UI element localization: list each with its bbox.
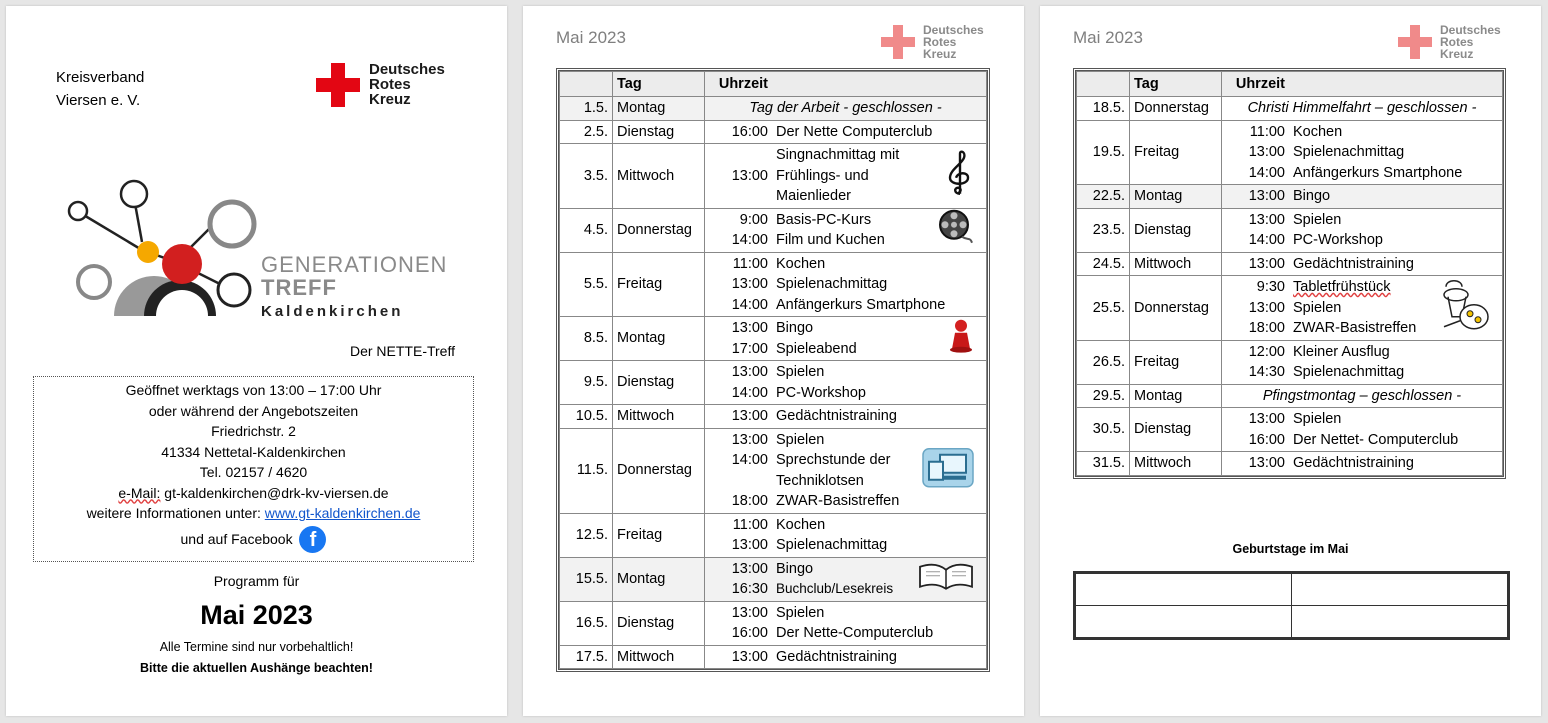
row-times	[1222, 276, 1290, 341]
row-times	[1222, 452, 1290, 476]
row-activity: Kochen	[776, 516, 826, 533]
row-time: 16:00	[731, 625, 768, 641]
row-time: 14:00	[1248, 164, 1285, 181]
row-time: 14:00	[1248, 232, 1285, 248]
row-time: 13:00	[731, 604, 768, 621]
row-time: 13:00	[1248, 299, 1285, 316]
row-activity: PC-Workshop	[1293, 232, 1383, 248]
row-activities	[772, 361, 987, 405]
row-activities	[772, 601, 987, 645]
schedule-row	[560, 405, 987, 429]
row-time: 17:00	[731, 340, 768, 357]
row-times	[705, 405, 773, 429]
row-times	[1222, 408, 1290, 452]
drk-word: Rotes	[923, 35, 957, 49]
row-time: 11:00	[1249, 123, 1285, 140]
row-activity: Spielen	[1293, 299, 1342, 316]
row-day: Mittwoch	[1130, 452, 1222, 476]
row-activity: Sprechstunde der	[776, 452, 891, 468]
drk-word: Deutsches	[923, 23, 984, 37]
schedule-row	[1077, 97, 1503, 121]
row-time: 13:00	[1248, 255, 1285, 272]
drk-word: Rotes	[1440, 35, 1474, 49]
logo-text	[261, 252, 447, 320]
email-address[interactable]: gt-kaldenkirchen@drk-kv-viersen.de	[164, 484, 389, 501]
notice-note: Bitte die aktuellen Aushänge beachten!	[140, 661, 373, 675]
row-activities	[772, 428, 987, 513]
drk-word: Kreuz	[1440, 47, 1474, 61]
row-times	[705, 645, 773, 669]
facebook-line	[34, 526, 473, 553]
email-label: e-Mail:	[118, 484, 161, 501]
row-date: 16.5.	[560, 601, 613, 645]
row-time: 13:00	[731, 560, 768, 577]
schedule-row	[1077, 340, 1503, 384]
row-activities	[772, 513, 987, 557]
website-line	[34, 503, 473, 524]
row-day: Montag	[613, 317, 705, 361]
row-time	[709, 471, 768, 492]
row-activity: Kleiner Ausflug	[1293, 343, 1390, 360]
row-time: 16:30	[731, 581, 768, 597]
street-address: Friedrichstr. 2	[211, 423, 296, 439]
drk-word: Kreuz	[369, 91, 411, 108]
row-activities	[772, 317, 987, 361]
row-date: 1.5.	[560, 97, 613, 121]
red-cross-icon	[1398, 25, 1432, 59]
row-day: Dienstag	[1130, 408, 1222, 452]
row-activity: Singnachmittag mit	[776, 147, 900, 163]
row-day: Freitag	[1130, 340, 1222, 384]
row-time: 14:00	[731, 296, 768, 313]
schedule-row	[1077, 408, 1503, 452]
row-day: Dienstag	[1130, 208, 1222, 252]
nette-treff-label: Der NETTE-Treff	[349, 343, 455, 359]
row-activities	[1289, 208, 1503, 252]
row-time: 14:00	[731, 232, 768, 248]
row-day: Montag	[613, 557, 705, 601]
schedule-table	[1073, 68, 1506, 479]
row-times	[1222, 185, 1290, 209]
row-date: 24.5.	[1077, 252, 1130, 276]
row-times	[705, 208, 773, 252]
schedule-row	[560, 513, 987, 557]
row-activity: Spielen	[776, 364, 825, 380]
row-day: Mittwoch	[613, 645, 705, 669]
computer-icon	[922, 447, 974, 494]
org-line-2: Viersen e. V.	[56, 92, 141, 109]
row-activities	[772, 144, 987, 209]
facebook-label: und auf Facebook	[180, 530, 293, 547]
row-times	[705, 557, 773, 601]
row-time	[709, 186, 768, 207]
row-time: 13:00	[731, 320, 768, 336]
row-day: Freitag	[613, 513, 705, 557]
row-time: 9:00	[739, 211, 768, 228]
phone-number: Tel. 02157 / 4620	[199, 464, 308, 480]
row-date: 22.5.	[1077, 185, 1130, 209]
row-time: 13:00	[1248, 411, 1285, 427]
schedule-table	[556, 68, 990, 672]
row-activity: Spielenachmittag	[1293, 364, 1405, 380]
row-activities	[1289, 252, 1503, 276]
col-time: Uhrzeit	[705, 72, 773, 97]
row-time: 13:00	[731, 276, 768, 292]
email-line	[34, 483, 473, 504]
drk-logo	[316, 62, 445, 107]
row-activities	[1289, 340, 1503, 384]
row-date: 30.5.	[1077, 408, 1130, 452]
website-label: weitere Informationen unter:	[86, 505, 261, 521]
row-date: 8.5.	[560, 317, 613, 361]
book-icon	[918, 561, 974, 598]
row-activity: Gedächtnistraining	[776, 408, 897, 424]
col-day: Tag	[613, 72, 705, 97]
row-date: 4.5.	[560, 208, 613, 252]
row-date: 25.5.	[1077, 276, 1130, 341]
schedule-row	[560, 120, 987, 144]
row-activity: Gedächtnistraining	[1293, 455, 1414, 471]
page-title: Mai 2023	[1073, 28, 1143, 47]
row-time: 16:00	[1248, 431, 1285, 448]
schedule-row	[1077, 208, 1503, 252]
row-day: Dienstag	[613, 361, 705, 405]
row-closed-note: Christi Himmelfahrt – geschlossen -	[1222, 97, 1503, 121]
row-activity: Spielenachmittag	[776, 537, 888, 553]
schedule-row	[1077, 276, 1503, 341]
row-time: 18:00	[731, 493, 768, 509]
row-time: 16:00	[731, 123, 768, 140]
schedule-row	[560, 601, 987, 645]
row-activity: Bingo	[776, 560, 814, 577]
row-activity: Spielen	[1293, 211, 1342, 228]
program-label: Programm für	[213, 573, 300, 589]
birthday-cell	[1292, 574, 1508, 606]
page-schedule-2	[1040, 6, 1541, 716]
col-time: Uhrzeit	[1222, 72, 1290, 97]
row-time: 13:00	[1248, 144, 1285, 160]
row-day: Donnerstag	[1130, 97, 1222, 121]
row-activities	[1289, 276, 1503, 341]
row-activity: Maienlieder	[776, 188, 851, 204]
row-time: 14:00	[731, 452, 768, 468]
col-day: Tag	[1130, 72, 1222, 97]
row-activity: Spielenachmittag	[776, 276, 888, 292]
row-date: 10.5.	[560, 405, 613, 429]
row-activity: Gedächtnistraining	[1293, 255, 1414, 272]
row-date: 12.5.	[560, 513, 613, 557]
row-activity: PC-Workshop	[776, 384, 866, 401]
row-times	[705, 428, 773, 513]
row-times	[1222, 120, 1290, 185]
row-activity: Tabletfrühstück	[1293, 279, 1391, 295]
row-time: 13:00	[731, 167, 768, 184]
drk-word: Kreuz	[923, 47, 957, 61]
row-day: Montag	[1130, 185, 1222, 209]
row-day: Donnerstag	[1130, 276, 1222, 341]
row-activities	[772, 208, 987, 252]
row-activity: Film und Kuchen	[776, 232, 885, 248]
red-cross-icon	[881, 25, 915, 59]
row-activity: Spieleabend	[776, 340, 857, 357]
generationen-treff-logo-icon	[64, 178, 264, 318]
facebook-icon[interactable]: f	[299, 526, 326, 553]
film-reel-icon	[938, 209, 974, 252]
birthday-cell	[1076, 574, 1292, 606]
row-activity: Spielenachmittag	[1293, 144, 1405, 160]
row-activity: Frühlings- und	[776, 167, 869, 184]
row-day: Donnerstag	[613, 428, 705, 513]
logo-line-1: GENERATIONEN	[261, 252, 448, 277]
row-times	[705, 361, 773, 405]
drk-word: Rotes	[369, 76, 411, 93]
schedule-row	[560, 361, 987, 405]
row-activity: Spielen	[776, 604, 825, 621]
schedule-body	[1077, 97, 1503, 476]
row-date: 31.5.	[1077, 452, 1130, 476]
treble-clef-icon	[944, 150, 974, 203]
row-date: 23.5.	[1077, 208, 1130, 252]
row-times	[705, 317, 773, 361]
row-day: Dienstag	[613, 120, 705, 144]
row-closed-note: Pfingstmontag – geschlossen -	[1222, 384, 1503, 408]
page-schedule-1	[523, 6, 1024, 716]
row-day: Freitag	[613, 252, 705, 317]
city-address: 41334 Nettetal-Kaldenkirchen	[161, 443, 346, 460]
red-cross-icon	[316, 63, 360, 107]
row-day: Montag	[1130, 384, 1222, 408]
row-activity: ZWAR-Basistreffen	[776, 493, 900, 509]
row-activities	[1289, 408, 1503, 452]
schedule-row	[1077, 252, 1503, 276]
game-piece-icon	[948, 318, 974, 359]
col-activity	[772, 72, 987, 97]
org-line-1: Kreisverband	[56, 69, 145, 86]
birthdays-table	[1073, 571, 1510, 640]
page-title: Mai 2023	[556, 28, 626, 47]
row-times	[705, 601, 773, 645]
breakfast-icon	[1440, 277, 1490, 340]
logo-line-2: TREFF	[261, 275, 337, 300]
row-date: 26.5.	[1077, 340, 1130, 384]
row-activity: Kochen	[776, 255, 826, 272]
drk-word: Deutsches	[1440, 23, 1501, 37]
row-time: 9:30	[1256, 279, 1285, 295]
col-date	[560, 72, 613, 97]
schedule-row	[560, 428, 987, 513]
row-time: 13:00	[1248, 455, 1285, 471]
row-activity: Spielen	[776, 431, 825, 448]
row-time: 12:00	[1248, 343, 1285, 360]
row-activity: Der Nette-Computerclub	[776, 625, 934, 641]
schedule-row	[1077, 384, 1503, 408]
row-activity: Der Nette Computerclub	[776, 123, 933, 140]
row-activities	[1289, 185, 1503, 209]
row-day: Montag	[613, 97, 705, 121]
row-day: Freitag	[1130, 120, 1222, 185]
schedule-row	[560, 557, 987, 601]
row-time: 11:00	[732, 255, 768, 272]
row-times	[705, 120, 773, 144]
opening-note: oder während der Angebotszeiten	[148, 402, 359, 419]
row-activity: Bingo	[1293, 188, 1331, 204]
row-day: Mittwoch	[1130, 252, 1222, 276]
schedule-row	[1077, 120, 1503, 185]
birthday-cell	[1076, 606, 1292, 638]
schedule-row	[560, 208, 987, 252]
logo-line-3: Kaldenkirchen	[261, 303, 404, 320]
row-activities	[1289, 452, 1503, 476]
row-time: 13:00	[731, 431, 768, 448]
schedule-row	[560, 97, 987, 121]
row-time: 13:00	[731, 537, 768, 553]
org-name	[56, 66, 144, 112]
row-time: 13:00	[731, 408, 768, 424]
schedule-body	[560, 97, 987, 669]
drk-logo	[1398, 24, 1501, 60]
row-activity: Gedächtnistraining	[776, 648, 897, 665]
row-date: 15.5.	[560, 557, 613, 601]
row-activities	[772, 645, 987, 669]
row-activity: Basis-PC-Kurs	[776, 211, 872, 228]
website-link[interactable]: www.gt-kaldenkirchen.de	[264, 505, 421, 521]
row-time: 11:00	[732, 516, 768, 533]
row-activities	[772, 120, 987, 144]
row-time: 13:00	[1248, 211, 1285, 228]
row-activity: Techniklotsen	[776, 472, 864, 489]
row-times	[1222, 340, 1290, 384]
row-activity: Kochen	[1293, 123, 1343, 140]
row-time	[709, 145, 768, 166]
drk-logo	[881, 24, 984, 60]
row-activity: Der Nettet- Computerclub	[1293, 431, 1459, 448]
schedule-row	[560, 645, 987, 669]
row-date: 2.5.	[560, 120, 613, 144]
col-activity	[1289, 72, 1503, 97]
col-date	[1077, 72, 1130, 97]
row-time: 13:00	[1248, 188, 1285, 204]
row-day: Dienstag	[613, 601, 705, 645]
program-month: Mai 2023	[200, 600, 313, 630]
row-day: Mittwoch	[613, 144, 705, 209]
row-day: Donnerstag	[613, 208, 705, 252]
row-activity: Bingo	[776, 320, 814, 336]
birthday-cell	[1292, 606, 1508, 638]
opening-hours: Geöffnet werktags von 13:00 – 17:00 Uhr	[125, 382, 382, 398]
row-date: 9.5.	[560, 361, 613, 405]
drk-word: Deutsches	[369, 61, 445, 78]
row-date: 29.5.	[1077, 384, 1130, 408]
page-cover	[6, 6, 507, 716]
row-day: Mittwoch	[613, 405, 705, 429]
row-date: 11.5.	[560, 428, 613, 513]
row-activity: Anfängerkurs Smartphone	[1293, 164, 1463, 181]
schedule-row	[560, 144, 987, 209]
row-date: 3.5.	[560, 144, 613, 209]
schedule-row	[1077, 185, 1503, 209]
row-times	[1222, 208, 1290, 252]
row-times	[705, 144, 773, 209]
row-activity: Anfängerkurs Smartphone	[776, 296, 946, 313]
row-time: 18:00	[1248, 320, 1285, 336]
row-date: 5.5.	[560, 252, 613, 317]
row-date: 19.5.	[1077, 120, 1130, 185]
row-activity: ZWAR-Basistreffen	[1293, 320, 1417, 336]
info-box	[33, 376, 474, 562]
row-activity: Buchclub/Lesekreis	[776, 581, 894, 596]
row-time: 14:30	[1248, 364, 1285, 380]
row-date: 17.5.	[560, 645, 613, 669]
row-times	[705, 252, 773, 317]
row-time: 13:00	[731, 364, 768, 380]
row-activities	[772, 405, 987, 429]
row-closed-note: Tag der Arbeit - geschlossen -	[705, 97, 987, 121]
row-times	[705, 513, 773, 557]
row-activities	[772, 252, 987, 317]
schedule-row	[1077, 452, 1503, 476]
disclaimer-note: Alle Termine sind nur vorbehaltlich!	[159, 640, 354, 654]
row-activity: Spielen	[1293, 411, 1342, 427]
row-activities	[1289, 120, 1503, 185]
birthdays-title: Geburtstage im Mai	[1232, 542, 1349, 556]
row-time: 14:00	[731, 384, 768, 401]
row-time: 13:00	[731, 648, 768, 665]
schedule-row	[560, 317, 987, 361]
row-times	[1222, 252, 1290, 276]
row-date: 18.5.	[1077, 97, 1130, 121]
row-activities	[772, 557, 987, 601]
schedule-row	[560, 252, 987, 317]
